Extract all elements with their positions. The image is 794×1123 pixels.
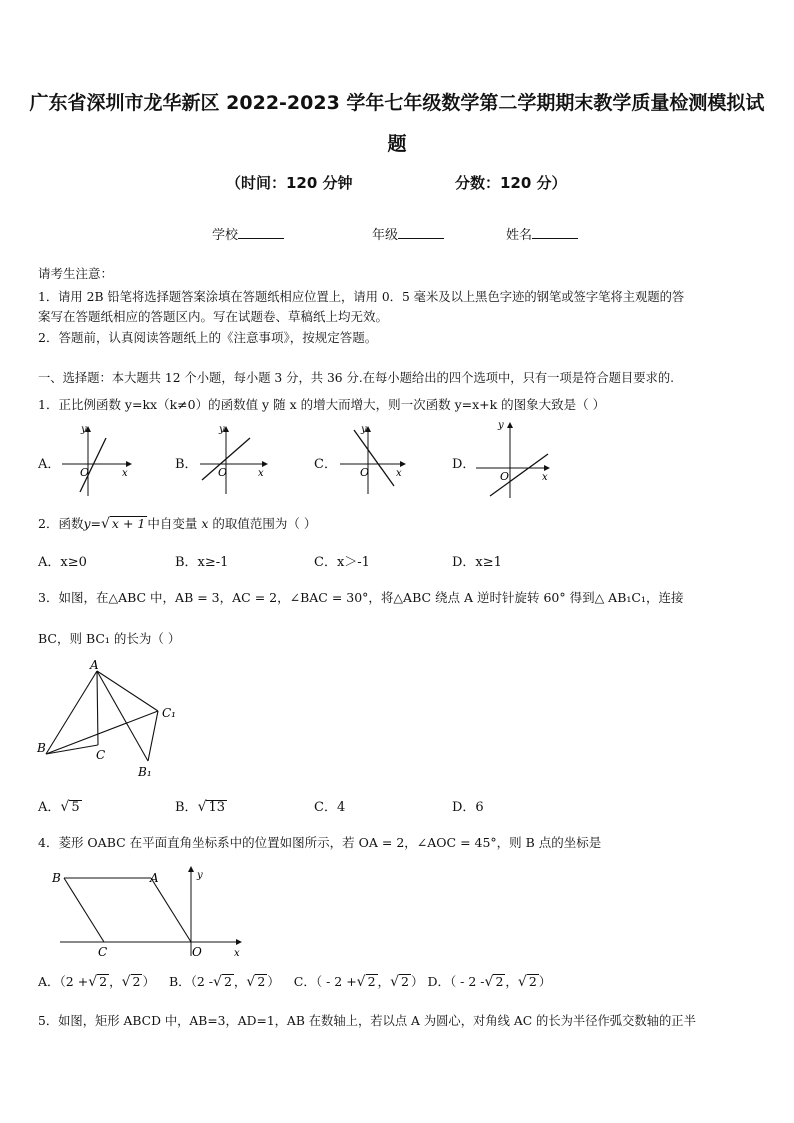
q4-stem: 4．菱形 OABC 在平面直角坐标系中的位置如图所示，若 OA = 2，∠AOC = 45°，则 B 点的坐标是 xyxy=(38,835,602,850)
q4-b-mid: ， xyxy=(233,974,247,989)
q1-graph-b xyxy=(196,420,276,500)
q4-option-d: D．（ - 2 -√ 2 ，√ 2 ） xyxy=(427,974,552,990)
q4-b-pre: B．（2 - xyxy=(168,974,214,989)
q4-b-rad1: 2 xyxy=(223,974,232,989)
q1-d-y-label: y xyxy=(498,420,504,431)
name-field xyxy=(506,224,578,243)
q3-option-a-label: A． xyxy=(38,800,61,815)
q1-graph-d xyxy=(472,414,562,504)
q4-label-y: y xyxy=(197,870,203,881)
q4-a-rad1: 2 xyxy=(99,974,108,989)
q4-a-mid: ， xyxy=(109,974,122,989)
q2-stem-a: 2．函数 xyxy=(38,516,84,531)
q4-a-rad2: 2 xyxy=(132,974,141,989)
q4-b-rad2: 2 xyxy=(257,974,266,989)
notice-heading: 请考生注意： xyxy=(38,266,114,281)
q3-stem-b: BC，则 BC₁ 的长为（ ） xyxy=(38,631,181,646)
notice-item2: 2．答题前，认真阅读答题纸上的《注意事项》，按规定答题。 xyxy=(38,330,378,345)
q2-radicand: x + 1 xyxy=(111,516,146,531)
q3-label-b1: B₁ xyxy=(138,765,152,779)
exam-time: （时间：120 分钟 xyxy=(226,174,353,192)
q1-graph-a xyxy=(58,420,138,500)
q1-a-origin-label: O xyxy=(80,466,90,479)
q4-d-rad2: 2 xyxy=(528,974,537,989)
q4-c-rad1: 2 xyxy=(367,974,376,989)
grade-field xyxy=(372,224,444,243)
q1-a-y-label: y xyxy=(81,424,87,435)
q3-option-b: B．√ 13 xyxy=(175,799,226,815)
q1-c-x-label: x xyxy=(396,468,402,479)
q4-option-a: A．（2 +√ 2 ，√ 2 ） xyxy=(38,974,155,990)
q2-var-x: x xyxy=(201,516,209,531)
grade-blank xyxy=(398,227,444,239)
school-blank xyxy=(238,227,284,239)
q4-b-post: ） xyxy=(267,974,280,989)
q4-d-pre: D．（ - 2 - xyxy=(427,974,485,989)
q2-stem-b: 中自变量 xyxy=(147,516,198,531)
q4-d-post: ） xyxy=(538,974,552,989)
q3-option-a-radicand: 5 xyxy=(71,800,80,815)
q1-option-a-label: A． xyxy=(38,457,61,472)
q2-option-c: C．x＞-1 xyxy=(314,555,370,570)
q1-d-origin-label: O xyxy=(500,470,510,483)
q4-label-a: A xyxy=(150,871,159,885)
q1-option-c-label: C． xyxy=(314,457,337,472)
q3-figure xyxy=(34,655,194,785)
q3-option-b-label: B． xyxy=(175,800,198,815)
section-heading: 一、选择题：本大题共 12 个小题，每小题 3 分，共 36 分.在每小题给出的四个选项中，只有一项是符合题目要求的. xyxy=(38,371,675,385)
q1-option-d-label: D． xyxy=(452,457,476,472)
q3-option-c: C．4 xyxy=(314,800,346,815)
q4-c-rad2: 2 xyxy=(400,974,409,989)
q4-d-rad1: 2 xyxy=(495,974,504,989)
grade-label: 年级 xyxy=(372,228,399,243)
q4-c-pre: C．（ - 2 + xyxy=(293,974,357,989)
q4-c-mid: ， xyxy=(377,974,391,989)
name-label: 姓名 xyxy=(506,228,533,243)
q4-option-c: C．（ - 2 +√ 2 ，√ 2 ） xyxy=(293,974,424,990)
school-label: 学校 xyxy=(212,228,239,243)
q3-option-d: D．6 xyxy=(452,800,484,815)
q4-label-c: C xyxy=(98,945,108,959)
q4-options xyxy=(38,972,551,990)
q4-label-o: O xyxy=(192,945,202,959)
q4-d-mid: ， xyxy=(505,974,518,989)
q1-b-x-label: x xyxy=(258,468,264,479)
q4-option-b: B．（2 -√ 2 ，√ 2 ） xyxy=(168,974,280,990)
q4-label-x: x xyxy=(234,948,240,959)
exam-score: 分数：120 分） xyxy=(455,174,567,192)
exam-title-line2: 题 xyxy=(387,133,407,155)
q5-stem: 5．如图，矩形 ABCD 中，AB=3，AD=1，AB 在数轴上，若以点 A 为圆心，对角线 AC 的长为半径作弧交数轴的正半 xyxy=(38,1014,696,1028)
q2-option-d: D．x≥1 xyxy=(452,555,502,570)
q1-d-x-label: x xyxy=(542,472,548,483)
notice-item1-b: 案写在答题纸相应的答题区内。写在试题卷、草稿纸上均无效。 xyxy=(38,309,389,324)
q3-option-a: A．√ 5 xyxy=(38,799,80,815)
q2-option-a: A．x≥0 xyxy=(38,555,87,570)
q4-figure xyxy=(46,862,256,962)
q2-var-y: y xyxy=(83,516,91,531)
q1-stem: 1．正比例函数 y=kx（k≠0）的函数值 y 随 x 的增大而增大，则一次函数 y=x+k 的图象大致是（ ） xyxy=(38,397,606,412)
q4-c-post: ） xyxy=(410,974,424,989)
q1-option-b-label: B． xyxy=(175,457,198,472)
exam-title-line1: 广东省深圳市龙华新区 2022-2023 学年七年级数学第二学期期末教学质量检测模拟试 xyxy=(29,92,765,114)
q2-stem-c: 的取值范围为（ ） xyxy=(212,516,317,531)
q2-option-b: B．x≥-1 xyxy=(175,555,229,570)
q4-a-pre: A．（2 + xyxy=(38,974,89,989)
notice-item1-a: 1．请用 2B 铅笔将选择题答案涂填在答题纸相应位置上，请用 0．5 毫米及以上黑色字迹的钢笔或签字笔将主观题的答 xyxy=(38,290,685,304)
q1-c-y-label: y xyxy=(361,424,367,435)
q3-option-b-radicand: 13 xyxy=(208,800,226,815)
q3-stem-a: 3．如图，在△ABC 中，AB = 3，AC = 2，∠BAC = 30°，将△ABC 绕点 A 逆时针旋转 60° 得到△ AB₁C₁，连接 xyxy=(38,590,684,605)
q3-label-c1: C₁ xyxy=(162,706,176,720)
q1-graph-c xyxy=(336,420,416,500)
school-field xyxy=(212,224,284,243)
q2-eq: = xyxy=(90,516,101,531)
q4-label-b: B xyxy=(52,871,61,885)
q1-a-x-label: x xyxy=(122,468,128,479)
name-blank xyxy=(532,227,578,239)
q4-a-post: ） xyxy=(142,974,155,989)
q1-b-y-label: y xyxy=(219,424,225,435)
q3-label-c: C xyxy=(96,748,106,762)
q1-c-origin-label: O xyxy=(360,466,370,479)
q1-b-origin-label: O xyxy=(218,466,228,479)
q2-stem: 2．函数y=√ x + 1 中自变量 x 的取值范围为（ ） xyxy=(38,516,317,532)
q3-label-a: A xyxy=(90,658,99,672)
q3-label-b: B xyxy=(37,741,46,755)
